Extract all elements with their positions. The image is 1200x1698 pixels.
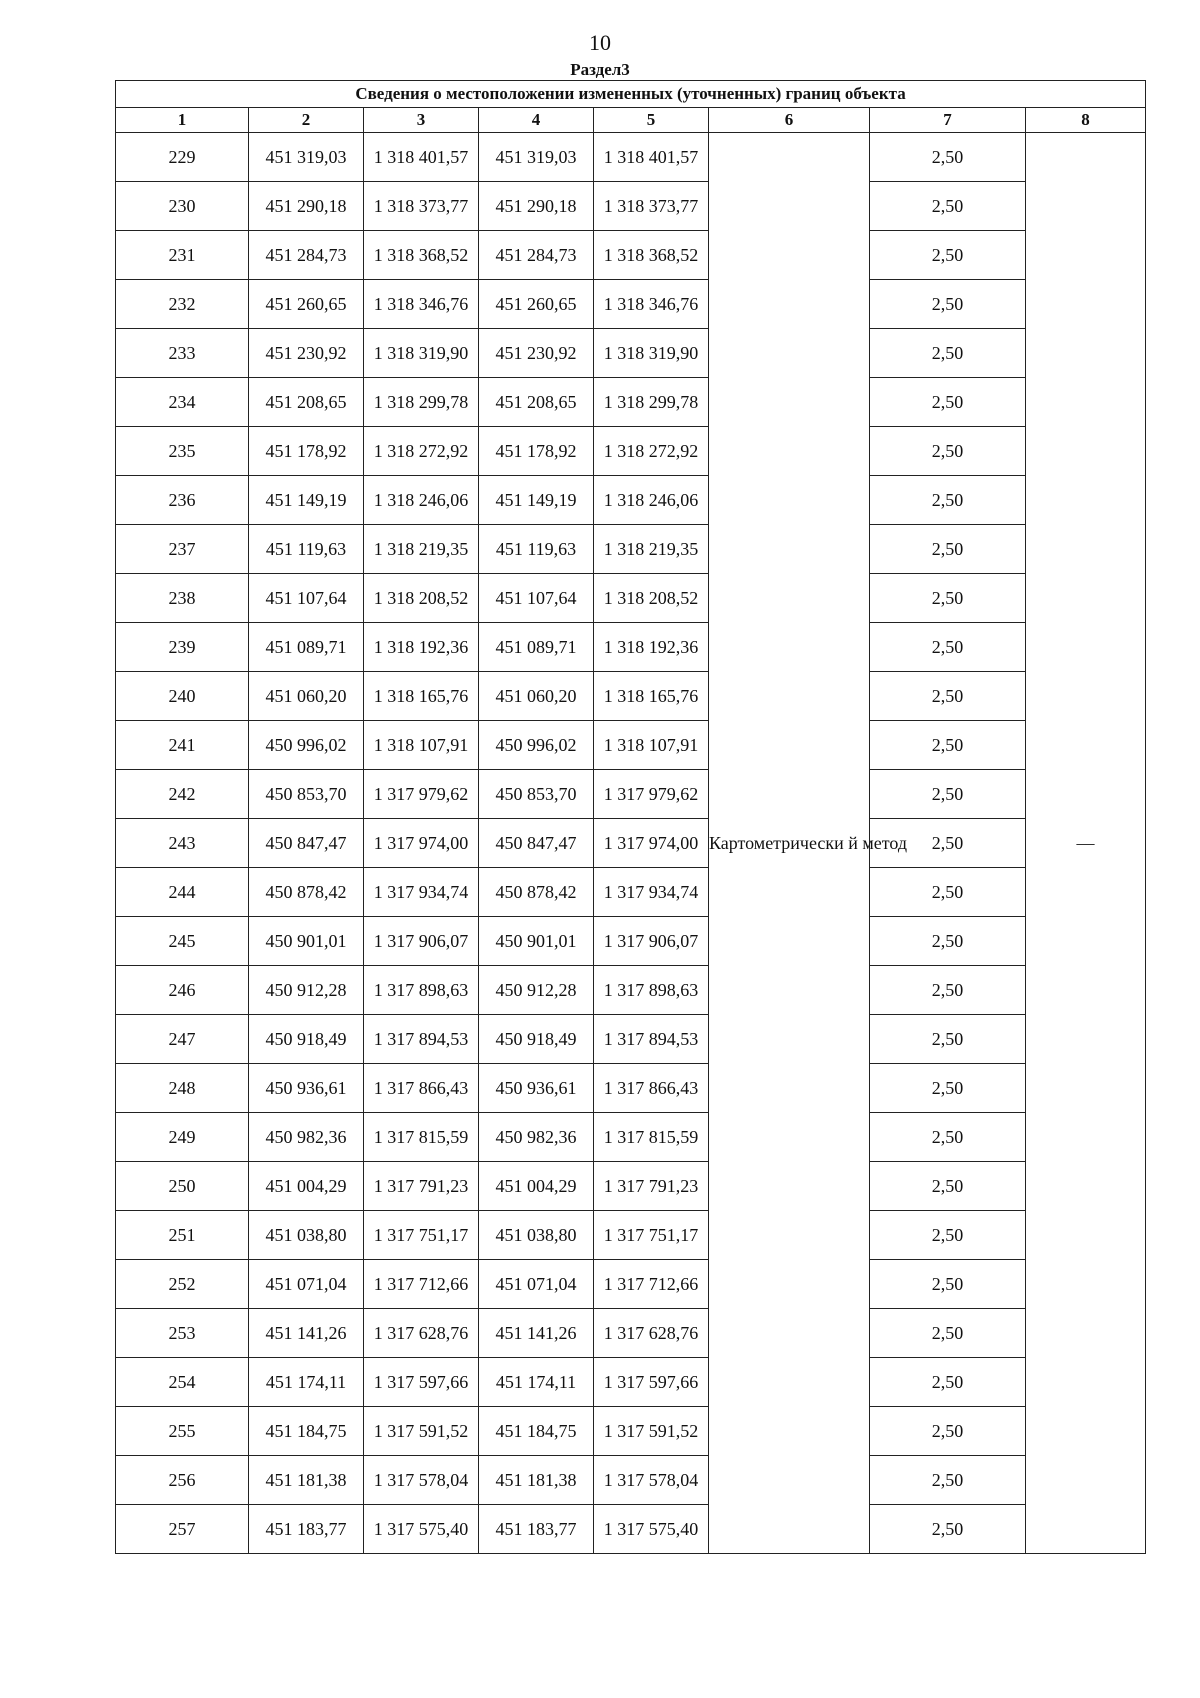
precision-cell: 2,50 <box>870 721 1026 770</box>
precision-cell: 2,50 <box>870 427 1026 476</box>
y-old-cell: 1 317 628,76 <box>364 1309 479 1358</box>
x-old-cell: 451 004,29 <box>249 1162 364 1211</box>
y-new-cell: 1 318 346,76 <box>594 280 709 329</box>
x-new-cell: 451 089,71 <box>479 623 594 672</box>
x-new-cell: 450 847,47 <box>479 819 594 868</box>
y-old-cell: 1 317 866,43 <box>364 1064 479 1113</box>
x-new-cell: 451 174,11 <box>479 1358 594 1407</box>
y-new-cell: 1 317 974,00 <box>594 819 709 868</box>
point-number-cell: 249 <box>116 1113 249 1162</box>
precision-cell: 2,50 <box>870 1309 1026 1358</box>
y-new-cell: 1 318 368,52 <box>594 231 709 280</box>
y-old-cell: 1 318 219,35 <box>364 525 479 574</box>
y-old-cell: 1 318 246,06 <box>364 476 479 525</box>
y-new-cell: 1 317 712,66 <box>594 1260 709 1309</box>
table-row <box>116 427 1146 476</box>
table-row <box>116 1064 1146 1113</box>
x-new-cell: 451 107,64 <box>479 574 594 623</box>
point-number-cell: 240 <box>116 672 249 721</box>
y-old-cell: 1 318 272,92 <box>364 427 479 476</box>
table-row <box>116 574 1146 623</box>
precision-cell: 2,50 <box>870 1211 1026 1260</box>
point-number-cell: 239 <box>116 623 249 672</box>
table-row <box>116 966 1146 1015</box>
y-new-cell: 1 318 299,78 <box>594 378 709 427</box>
y-new-cell: 1 318 107,91 <box>594 721 709 770</box>
table-row <box>116 476 1146 525</box>
y-new-cell: 1 317 751,17 <box>594 1211 709 1260</box>
y-new-cell: 1 317 628,76 <box>594 1309 709 1358</box>
table-row <box>116 1358 1146 1407</box>
point-number-cell: 241 <box>116 721 249 770</box>
table-row <box>116 1456 1146 1505</box>
table-row <box>116 868 1146 917</box>
x-old-cell: 450 918,49 <box>249 1015 364 1064</box>
x-old-cell: 451 038,80 <box>249 1211 364 1260</box>
x-old-cell: 450 847,47 <box>249 819 364 868</box>
y-old-cell: 1 317 934,74 <box>364 868 479 917</box>
precision-cell: 2,50 <box>870 1407 1026 1456</box>
y-old-cell: 1 318 107,91 <box>364 721 479 770</box>
x-old-cell: 451 149,19 <box>249 476 364 525</box>
y-old-cell: 1 317 894,53 <box>364 1015 479 1064</box>
x-new-cell: 451 208,65 <box>479 378 594 427</box>
precision-cell: 2,50 <box>870 280 1026 329</box>
point-number-cell: 238 <box>116 574 249 623</box>
x-old-cell: 450 853,70 <box>249 770 364 819</box>
table-row <box>116 378 1146 427</box>
x-old-cell: 451 107,64 <box>249 574 364 623</box>
precision-cell: 2,50 <box>870 182 1026 231</box>
y-old-cell: 1 318 368,52 <box>364 231 479 280</box>
y-old-cell: 1 318 346,76 <box>364 280 479 329</box>
point-number-cell: 252 <box>116 1260 249 1309</box>
x-old-cell: 451 119,63 <box>249 525 364 574</box>
y-new-cell: 1 317 591,52 <box>594 1407 709 1456</box>
y-new-cell: 1 318 246,06 <box>594 476 709 525</box>
x-new-cell: 450 853,70 <box>479 770 594 819</box>
x-old-cell: 450 936,61 <box>249 1064 364 1113</box>
point-number-cell: 254 <box>116 1358 249 1407</box>
x-new-cell: 450 901,01 <box>479 917 594 966</box>
x-new-cell: 451 230,92 <box>479 329 594 378</box>
x-new-cell: 450 918,49 <box>479 1015 594 1064</box>
column-header: 7 <box>870 108 1026 133</box>
y-new-cell: 1 318 373,77 <box>594 182 709 231</box>
section-title: Раздел3 <box>570 60 630 79</box>
boundary-coordinates-table <box>115 80 1146 1554</box>
table-row <box>116 525 1146 574</box>
table-row <box>116 1260 1146 1309</box>
y-old-cell: 1 318 299,78 <box>364 378 479 427</box>
table-row <box>116 280 1146 329</box>
point-number-cell: 246 <box>116 966 249 1015</box>
precision-cell: 2,50 <box>870 329 1026 378</box>
table-row <box>116 1407 1146 1456</box>
x-old-cell: 451 184,75 <box>249 1407 364 1456</box>
table-row <box>116 1015 1146 1064</box>
y-old-cell: 1 317 575,40 <box>364 1505 479 1554</box>
x-old-cell: 451 208,65 <box>249 378 364 427</box>
y-new-cell: 1 318 192,36 <box>594 623 709 672</box>
y-new-cell: 1 317 597,66 <box>594 1358 709 1407</box>
point-number-cell: 235 <box>116 427 249 476</box>
x-old-cell: 450 878,42 <box>249 868 364 917</box>
point-number-cell: 229 <box>116 133 249 182</box>
table-row <box>116 819 1146 868</box>
y-new-cell: 1 318 208,52 <box>594 574 709 623</box>
y-old-cell: 1 317 712,66 <box>364 1260 479 1309</box>
x-new-cell: 451 183,77 <box>479 1505 594 1554</box>
precision-cell: 2,50 <box>870 525 1026 574</box>
x-old-cell: 450 982,36 <box>249 1113 364 1162</box>
x-new-cell: 450 982,36 <box>479 1113 594 1162</box>
precision-cell: 2,50 <box>870 672 1026 721</box>
precision-cell: 2,50 <box>870 1260 1026 1309</box>
y-new-cell: 1 317 815,59 <box>594 1113 709 1162</box>
table-row <box>116 231 1146 280</box>
y-old-cell: 1 318 373,77 <box>364 182 479 231</box>
y-new-cell: 1 317 894,53 <box>594 1015 709 1064</box>
y-new-cell: 1 317 898,63 <box>594 966 709 1015</box>
x-new-cell: 451 071,04 <box>479 1260 594 1309</box>
x-new-cell: 451 178,92 <box>479 427 594 476</box>
y-new-cell: 1 318 401,57 <box>594 133 709 182</box>
x-new-cell: 451 149,19 <box>479 476 594 525</box>
point-number-cell: 242 <box>116 770 249 819</box>
x-new-cell: 451 141,26 <box>479 1309 594 1358</box>
point-number-cell: 234 <box>116 378 249 427</box>
precision-cell: 2,50 <box>870 623 1026 672</box>
y-new-cell: 1 318 165,76 <box>594 672 709 721</box>
y-old-cell: 1 317 791,23 <box>364 1162 479 1211</box>
x-new-cell: 450 878,42 <box>479 868 594 917</box>
y-old-cell: 1 317 591,52 <box>364 1407 479 1456</box>
table-row <box>116 1162 1146 1211</box>
x-new-cell: 451 319,03 <box>479 133 594 182</box>
precision-cell: 2,50 <box>870 476 1026 525</box>
point-number-cell: 248 <box>116 1064 249 1113</box>
x-new-cell: 451 184,75 <box>479 1407 594 1456</box>
point-number-cell: 245 <box>116 917 249 966</box>
column-header: 1 <box>116 108 249 133</box>
y-old-cell: 1 317 974,00 <box>364 819 479 868</box>
x-old-cell: 451 174,11 <box>249 1358 364 1407</box>
table-row <box>116 1113 1146 1162</box>
y-new-cell: 1 317 934,74 <box>594 868 709 917</box>
table-row <box>116 672 1146 721</box>
x-new-cell: 450 912,28 <box>479 966 594 1015</box>
column-header: 2 <box>249 108 364 133</box>
point-number-cell: 247 <box>116 1015 249 1064</box>
x-new-cell: 450 996,02 <box>479 721 594 770</box>
point-number-cell: 231 <box>116 231 249 280</box>
x-old-cell: 451 290,18 <box>249 182 364 231</box>
table-body <box>116 133 1146 1554</box>
table-row <box>116 623 1146 672</box>
table-row <box>116 133 1146 182</box>
table-row <box>116 1309 1146 1358</box>
table-caption: Сведения о местоположении измененных (уточненных) границ объекта <box>116 81 1146 108</box>
y-old-cell: 1 317 751,17 <box>364 1211 479 1260</box>
y-new-cell: 1 317 866,43 <box>594 1064 709 1113</box>
x-old-cell: 451 284,73 <box>249 231 364 280</box>
column-header: 8 <box>1026 108 1146 133</box>
method-cell: Картометрически й метод <box>709 133 870 1554</box>
x-old-cell: 450 912,28 <box>249 966 364 1015</box>
y-old-cell: 1 318 208,52 <box>364 574 479 623</box>
table-row <box>116 1211 1146 1260</box>
y-old-cell: 1 318 319,90 <box>364 329 479 378</box>
x-new-cell: 451 060,20 <box>479 672 594 721</box>
y-new-cell: 1 318 219,35 <box>594 525 709 574</box>
precision-cell: 2,50 <box>870 1113 1026 1162</box>
x-old-cell: 451 089,71 <box>249 623 364 672</box>
column-header: 5 <box>594 108 709 133</box>
precision-cell: 2,50 <box>870 966 1026 1015</box>
x-old-cell: 450 901,01 <box>249 917 364 966</box>
precision-cell: 2,50 <box>870 231 1026 280</box>
point-number-cell: 250 <box>116 1162 249 1211</box>
precision-cell: 2,50 <box>870 1162 1026 1211</box>
precision-cell: 2,50 <box>870 133 1026 182</box>
page-number: 10 <box>589 30 611 55</box>
x-new-cell: 451 181,38 <box>479 1456 594 1505</box>
table-row <box>116 182 1146 231</box>
table-row <box>116 1505 1146 1554</box>
precision-cell: 2,50 <box>870 917 1026 966</box>
precision-cell: 2,50 <box>870 574 1026 623</box>
point-number-cell: 243 <box>116 819 249 868</box>
x-old-cell: 451 071,04 <box>249 1260 364 1309</box>
column-header: 6 <box>709 108 870 133</box>
precision-cell: 2,50 <box>870 1456 1026 1505</box>
x-old-cell: 451 178,92 <box>249 427 364 476</box>
point-number-cell: 237 <box>116 525 249 574</box>
precision-cell: 2,50 <box>870 819 1026 868</box>
table-row <box>116 917 1146 966</box>
x-old-cell: 451 181,38 <box>249 1456 364 1505</box>
y-old-cell: 1 317 906,07 <box>364 917 479 966</box>
y-new-cell: 1 317 791,23 <box>594 1162 709 1211</box>
y-new-cell: 1 318 272,92 <box>594 427 709 476</box>
y-new-cell: 1 317 575,40 <box>594 1505 709 1554</box>
y-old-cell: 1 317 578,04 <box>364 1456 479 1505</box>
precision-cell: 2,50 <box>870 1064 1026 1113</box>
table-row <box>116 770 1146 819</box>
point-number-cell: 256 <box>116 1456 249 1505</box>
y-old-cell: 1 317 979,62 <box>364 770 479 819</box>
precision-cell: 2,50 <box>870 868 1026 917</box>
x-new-cell: 451 038,80 <box>479 1211 594 1260</box>
column-8-cell: — <box>1026 133 1146 1554</box>
x-new-cell: 451 004,29 <box>479 1162 594 1211</box>
y-new-cell: 1 317 906,07 <box>594 917 709 966</box>
y-new-cell: 1 317 979,62 <box>594 770 709 819</box>
point-number-cell: 255 <box>116 1407 249 1456</box>
point-number-cell: 233 <box>116 329 249 378</box>
x-old-cell: 451 319,03 <box>249 133 364 182</box>
y-old-cell: 1 317 597,66 <box>364 1358 479 1407</box>
point-number-cell: 257 <box>116 1505 249 1554</box>
x-new-cell: 451 119,63 <box>479 525 594 574</box>
precision-cell: 2,50 <box>870 378 1026 427</box>
table-row <box>116 721 1146 770</box>
point-number-cell: 236 <box>116 476 249 525</box>
y-new-cell: 1 318 319,90 <box>594 329 709 378</box>
precision-cell: 2,50 <box>870 1358 1026 1407</box>
y-old-cell: 1 317 898,63 <box>364 966 479 1015</box>
point-number-cell: 244 <box>116 868 249 917</box>
column-header: 4 <box>479 108 594 133</box>
x-new-cell: 451 290,18 <box>479 182 594 231</box>
point-number-cell: 230 <box>116 182 249 231</box>
column-header: 3 <box>364 108 479 133</box>
point-number-cell: 253 <box>116 1309 249 1358</box>
y-new-cell: 1 317 578,04 <box>594 1456 709 1505</box>
x-new-cell: 451 284,73 <box>479 231 594 280</box>
x-old-cell: 451 141,26 <box>249 1309 364 1358</box>
x-old-cell: 451 060,20 <box>249 672 364 721</box>
y-old-cell: 1 318 192,36 <box>364 623 479 672</box>
x-old-cell: 451 183,77 <box>249 1505 364 1554</box>
precision-cell: 2,50 <box>870 1505 1026 1554</box>
x-old-cell: 451 260,65 <box>249 280 364 329</box>
y-old-cell: 1 317 815,59 <box>364 1113 479 1162</box>
precision-cell: 2,50 <box>870 1015 1026 1064</box>
precision-cell: 2,50 <box>870 770 1026 819</box>
point-number-cell: 251 <box>116 1211 249 1260</box>
table-row <box>116 329 1146 378</box>
point-number-cell: 232 <box>116 280 249 329</box>
x-old-cell: 450 996,02 <box>249 721 364 770</box>
y-old-cell: 1 318 165,76 <box>364 672 479 721</box>
x-old-cell: 451 230,92 <box>249 329 364 378</box>
y-old-cell: 1 318 401,57 <box>364 133 479 182</box>
x-new-cell: 450 936,61 <box>479 1064 594 1113</box>
x-new-cell: 451 260,65 <box>479 280 594 329</box>
